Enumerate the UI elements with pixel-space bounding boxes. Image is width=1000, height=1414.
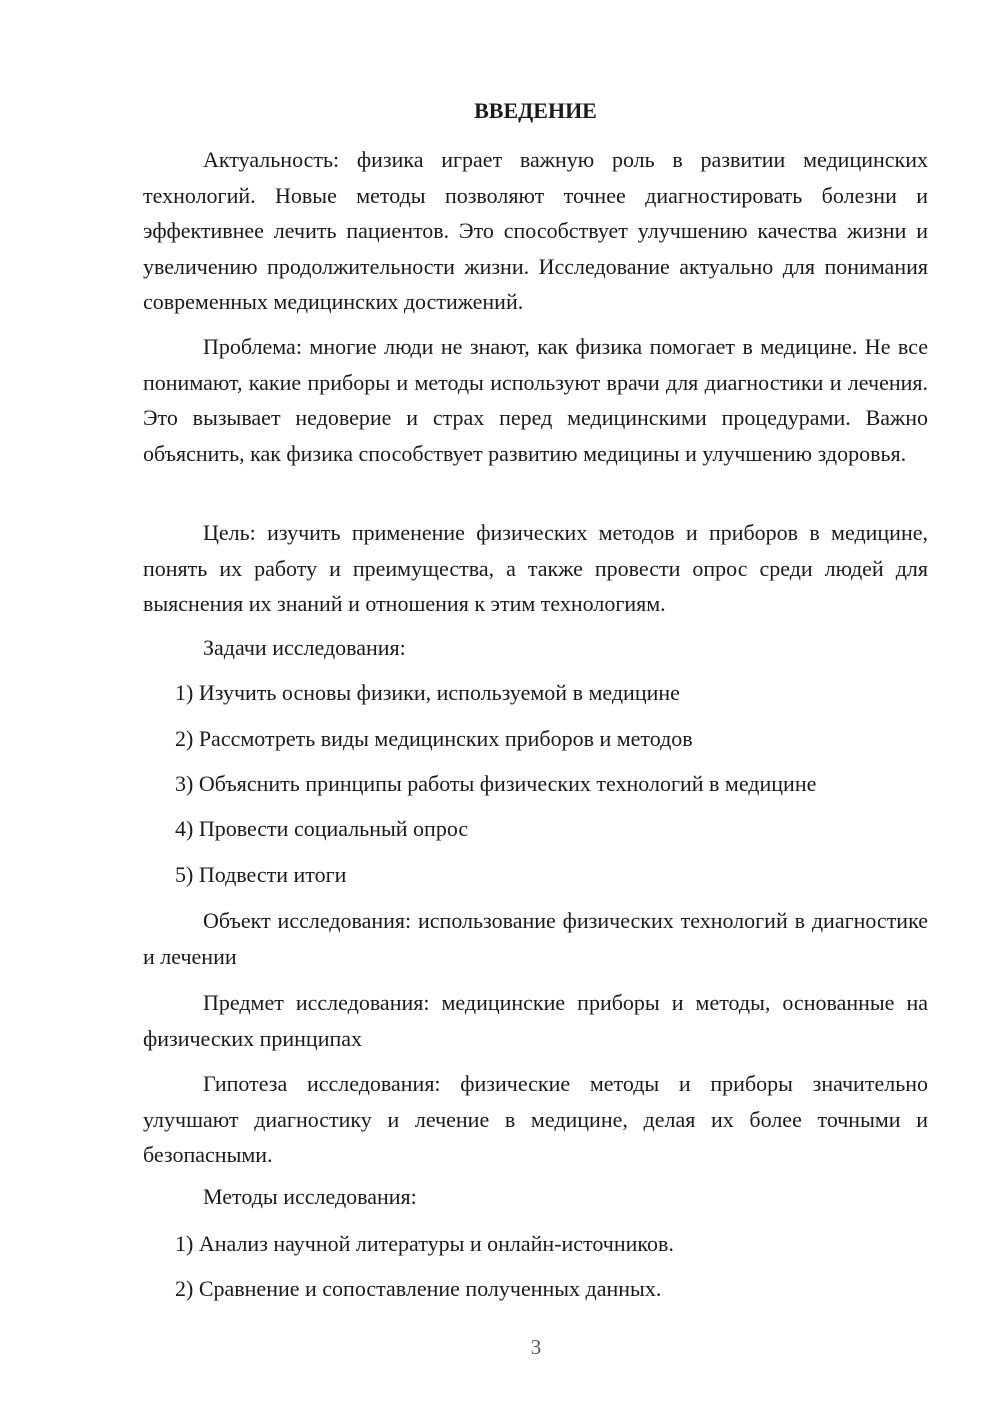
page-number: 3	[530, 1335, 542, 1359]
task-item: 5) Подвести итоги	[175, 862, 347, 887]
problem-paragraph: Проблема: многие люди не знают, как физика помогает в медицине. Не все понимают, какие приборы и методы используют врачи для диагностики и лечения. Это вызывает недоверие и страх перед медицинскими процедурами. Важно объяснить, как физика способствует развитию медицины и улучшению здоровья.	[143, 334, 928, 466]
subject-paragraph: Предмет исследования: медицинские приборы и методы, основанные на физических принципах	[143, 990, 928, 1051]
method-item: 1) Анализ научной литературы и онлайн-источников.	[175, 1231, 674, 1256]
task-item: 4) Провести социальный опрос	[175, 816, 469, 841]
methods-heading: Методы исследования:	[203, 1184, 417, 1209]
relevance-paragraph: Актуальность: физика играет важную роль в развитии медицинских технологий. Новые методы позволяют точнее диагностировать болезни и эффективнее лечить пациентов. Это способствует улучшению качества жизни и увеличению продолжительности жизни. Исследование актуально для понимания современных медицинских достижений.	[143, 147, 928, 314]
task-item: 2) Рассмотреть виды медицинских приборов и методов	[175, 726, 693, 751]
page-title: ВВЕДЕНИЕ	[474, 98, 597, 123]
goal-paragraph: Цель: изучить применение физических методов и приборов в медицине, понять их работу и преимущества, а также провести опрос среди людей для выяснения их знаний и отношения к этим технологиям.	[143, 520, 928, 616]
tasks-heading: Задачи исследования:	[203, 635, 406, 660]
task-item: 1) Изучить основы физики, используемой в медицине	[175, 680, 680, 705]
task-item: 3) Объяснить принципы работы физических технологий в медицине	[175, 771, 817, 796]
hypothesis-paragraph: Гипотеза исследования: физические методы и приборы значительно улучшают диагностику и лечение в медицине, делая их более точными и безопасными.	[143, 1071, 928, 1167]
object-paragraph: Объект исследования: использование физических технологий в диагностике и лечении	[143, 908, 928, 969]
method-item: 2) Сравнение и сопоставление полученных данных.	[175, 1276, 662, 1301]
